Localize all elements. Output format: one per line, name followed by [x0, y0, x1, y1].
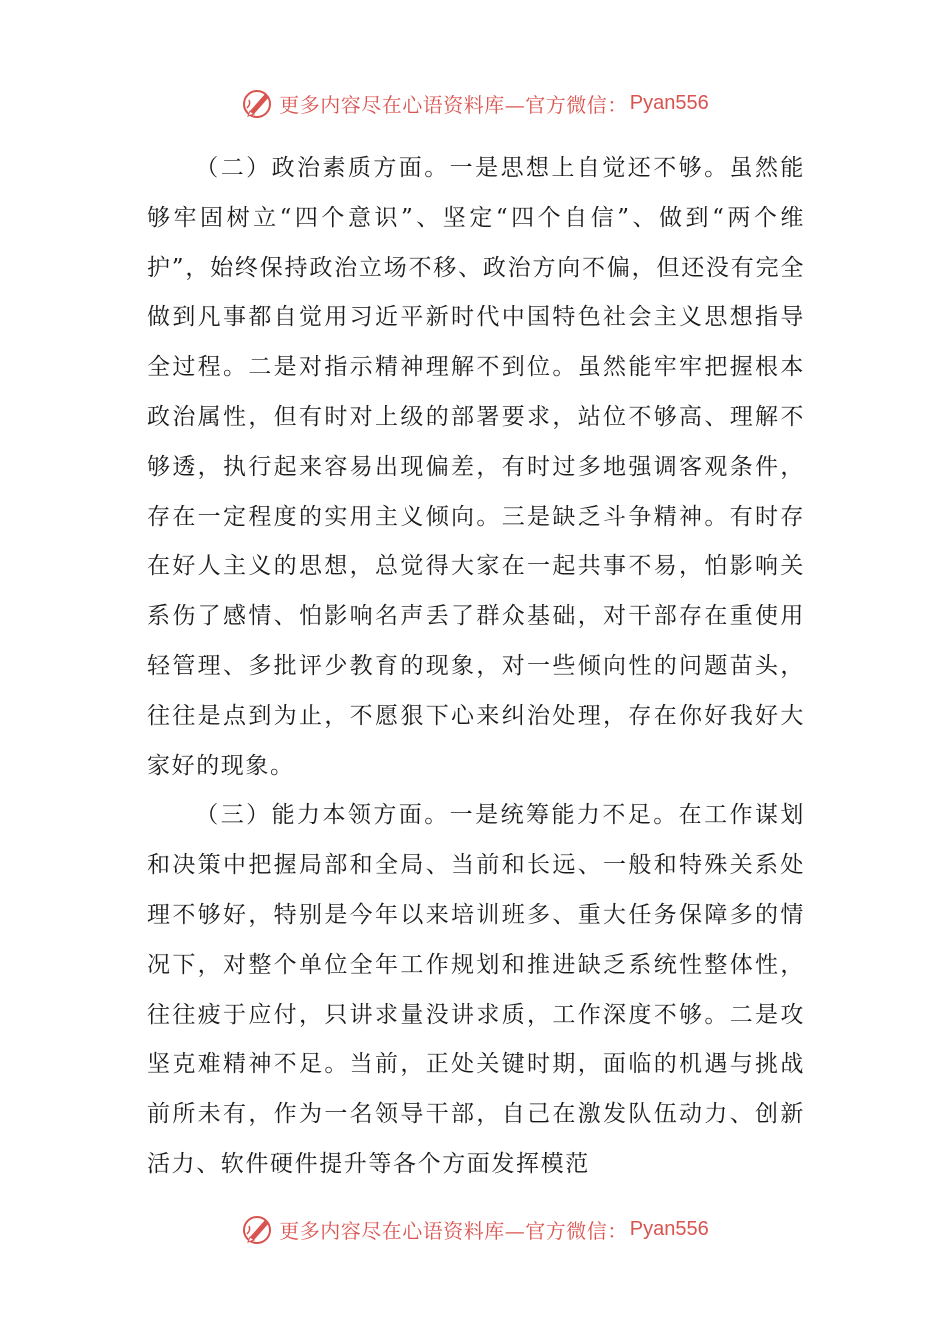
pen-logo-icon: [241, 86, 275, 120]
watermark-footer: [0, 1209, 950, 1249]
pen-logo-icon: [241, 1212, 275, 1246]
watermark-header: [0, 83, 950, 123]
document-body: [147, 144, 805, 1190]
watermark-text: 更多内容尽在心语资料库—官方微信：: [279, 1218, 628, 1243]
watermark-text: 更多内容尽在心语资料库—官方微信：: [279, 92, 628, 117]
paragraph-political-quality: （二）政治素质方面。一是思想上自觉还不够。虽然能够牢固树立“四个意识”、坚定“四个自信”、做到“两个维护”，始终保持政治立场不移、政治方向不偏，但还没有完全做到凡事都自觉用习近平新时代中国特色社会主义思想指导全过程。二是对指示精神理解不到位。虽然能牢牢把握根本政治属性，但有时对上级的部署要求，站位不够高、理解不够透，执行起来容易出现偏差，有时过多地强调客观条件，存在一定程度的实用主义倾向。三是缺乏斗争精神。有时存在好人主义的思想，总觉得大家在一起共事不易，怕影响关系伤了感情、怕影响名声丢了群众基础，对干部存在重使用轻管理、多批评少教育的现象，对一些倾向性的问题苗头，往往是点到为止，不愿狠下心来纠治处理，存在你好我好大家好的现象。: [147, 155, 805, 779]
watermark-id: Pyan556: [629, 1217, 709, 1240]
watermark-id: Pyan556: [629, 91, 709, 114]
paragraph-ability: （三）能力本领方面。一是统筹能力不足。在工作谋划和决策中把握局部和全局、当前和长远、一般和特殊关系处理不够好，特别是今年以来培训班多、重大任务保障多的情况下，对整个单位全年工作规划和推进缺乏系统性整体性，往往疲于应付，只讲求量没讲求质，工作深度不够。二是攻坚克难精神不足。当前，正处关键时期，面临的机遇与挑战前所未有，作为一名领导干部，自己在激发队伍动力、创新活力、软件硬件提升等各个方面发挥模范: [147, 802, 805, 1177]
